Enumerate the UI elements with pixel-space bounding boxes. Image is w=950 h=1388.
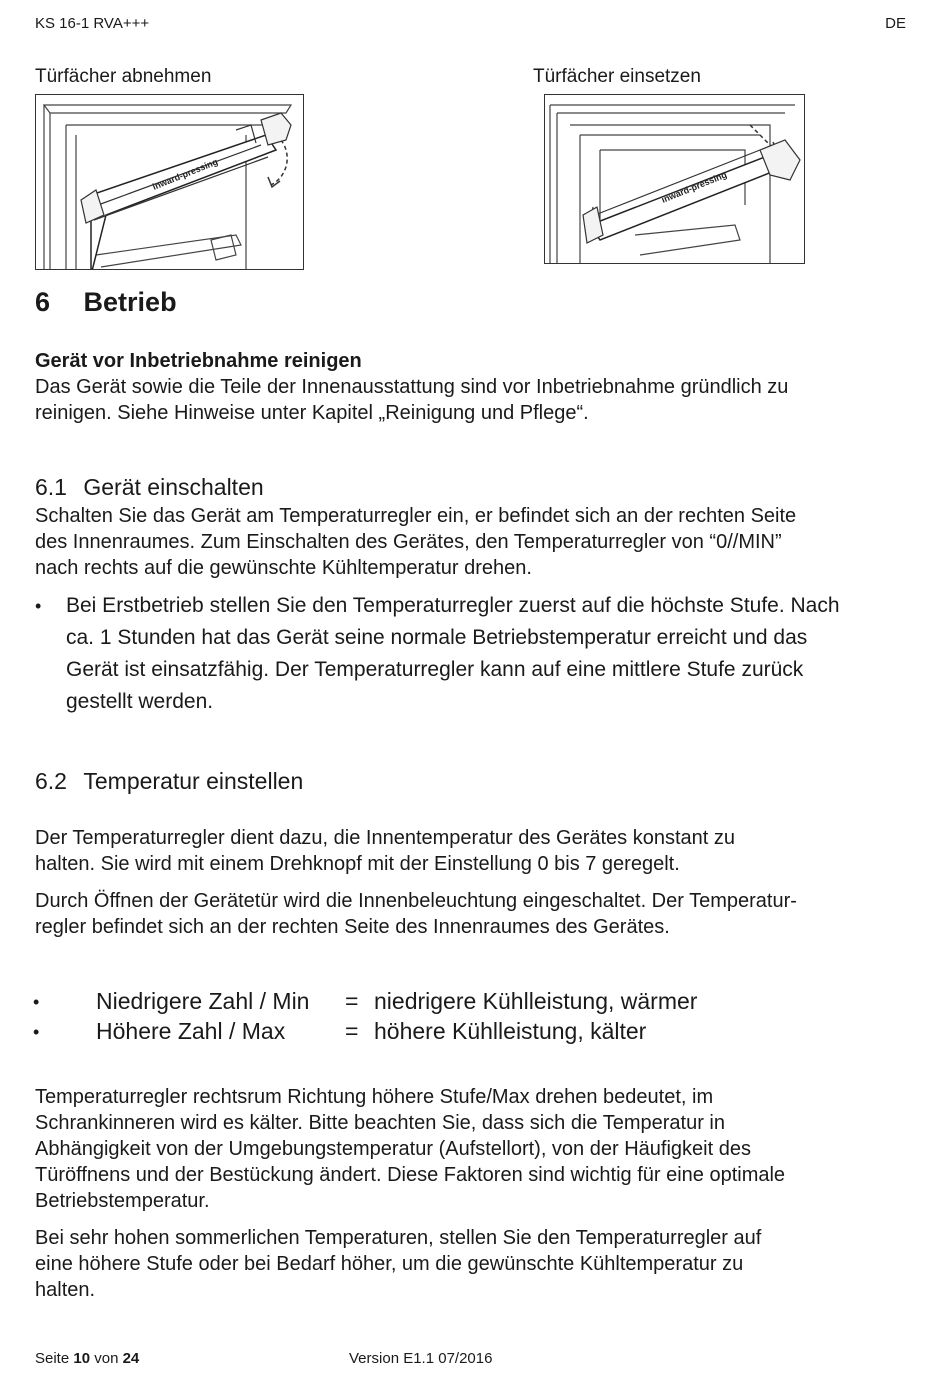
setting-right-max: höhere Kühlleistung, kälter [374,1018,647,1044]
setting-eq-min: = [345,988,359,1014]
s62-p2-line-1: Durch Öffnen der Gerätetür wird die Innenbeleuchtung eingeschaltet. Der Temperatur- [35,890,797,912]
subsection-6-2-heading [35,768,303,795]
subsection-number: 6.2 [35,768,67,794]
s62-p1-line-2: halten. Sie wird mit einem Drehknopf mit der Einstellung 0 bis 7 geregelt. [35,853,680,875]
figure-door-shelf-insert [544,94,805,264]
setting-eq-max: = [345,1018,359,1044]
s62-p2-line-2: regler befindet sich an der rechten Seite des Innenraumes des Gerätes. [35,916,670,938]
s62-p4-line-1: Bei sehr hohen sommerlichen Temperaturen, stellen Sie den Temperaturregler auf [35,1227,762,1249]
s62-p3-line-4: Türöffnens und der Bestückung ändert. Diese Faktoren sind wichtig für eine optimale [35,1164,786,1186]
clean-text-line-1: Das Gerät sowie die Teile der Innenausstattung sind vor Inbetriebnahme gründlich zu [35,376,789,398]
s61-line-2: des Innenraumes. Zum Einschalten des Gerätes, den Temperaturregler von “0//MIN” [35,531,782,553]
s61-bullet-line-1: Bei Erstbetrieb stellen Sie den Temperaturregler zuerst auf die höchste Stufe. Nach [66,594,840,617]
setting-left-min: Niedrigere Zahl / Min [96,988,310,1014]
section-number: 6 [35,287,51,317]
door-shelf-insert-illustration [545,95,804,263]
subsection-number: 6.1 [35,474,67,500]
door-shelf-remove-illustration [36,95,303,269]
bullet-dot: • [33,992,40,1012]
s62-p4-line-3: halten. [35,1279,96,1301]
header-model: KS 16-1 RVA+++ [35,15,150,32]
footer-page-current: 10 [73,1350,91,1367]
setting-left-max: Höhere Zahl / Max [96,1018,286,1044]
bullet-dot: • [35,596,42,616]
subsection-title: Gerät einschalten [83,474,264,500]
footer-version: Version E1.1 07/2016 [349,1350,493,1367]
s62-p3-line-1: Temperaturregler rechtsrum Richtung höhere Stufe/Max drehen bedeutet, im [35,1086,714,1108]
inward-pressing-label: inward-pressing [151,156,220,192]
figure-caption-insert: Türfächer einsetzen [533,66,701,87]
section-title: Betrieb [83,287,177,317]
s61-bullet-line-4: gestellt werden. [66,690,214,713]
s62-p1-line-1: Der Temperaturregler dient dazu, die Innentemperatur des Gerätes konstant zu [35,827,736,849]
clean-text-line-2: reinigen. Siehe Hinweise unter Kapitel „Reinigung und Pflege“. [35,402,589,424]
inward-pressing-label-2: inward-pressing [660,169,729,205]
figure-door-shelf-remove [35,94,304,270]
footer-page-mid: von [94,1350,119,1367]
setting-right-min: niedrigere Kühlleistung, wärmer [374,988,698,1014]
footer-page-number [35,1350,139,1367]
s62-p3-line-3: Abhängigkeit von der Umgebungstemperatur (Aufstellort), von der Häufigkeit des [35,1138,751,1160]
s61-line-1: Schalten Sie das Gerät am Temperaturregler ein, er befindet sich an der rechten Seite [35,505,797,527]
s61-line-3: nach rechts auf die gewünschte Kühltemperatur drehen. [35,557,532,579]
footer-page-total: 24 [122,1350,140,1367]
s62-p4-line-2: eine höhere Stufe oder bei Bedarf höher, um die gewünschte Kühltemperatur zu [35,1253,744,1275]
s61-bullet-line-3: Gerät ist einsatzfähig. Der Temperaturregler kann auf eine mittlere Stufe zurück [66,658,804,681]
figure-caption-remove: Türfächer abnehmen [35,66,212,87]
bullet-dot: • [33,1022,40,1042]
s62-p3-line-5: Betriebstemperatur. [35,1190,210,1212]
s62-p3-line-2: Schrankinneren wird es kälter. Bitte beachten Sie, dass sich die Temperatur in [35,1112,725,1134]
subsection-6-1-heading [35,474,264,501]
section-heading [35,287,177,318]
footer-page-prefix: Seite [35,1350,70,1367]
subsection-title: Temperatur einstellen [83,768,304,794]
clean-heading: Gerät vor Inbetriebnahme reinigen [35,350,362,372]
header-language: DE [885,15,906,32]
s61-bullet-line-2: ca. 1 Stunden hat das Gerät seine normale Betriebstemperatur erreicht und das [66,626,808,649]
